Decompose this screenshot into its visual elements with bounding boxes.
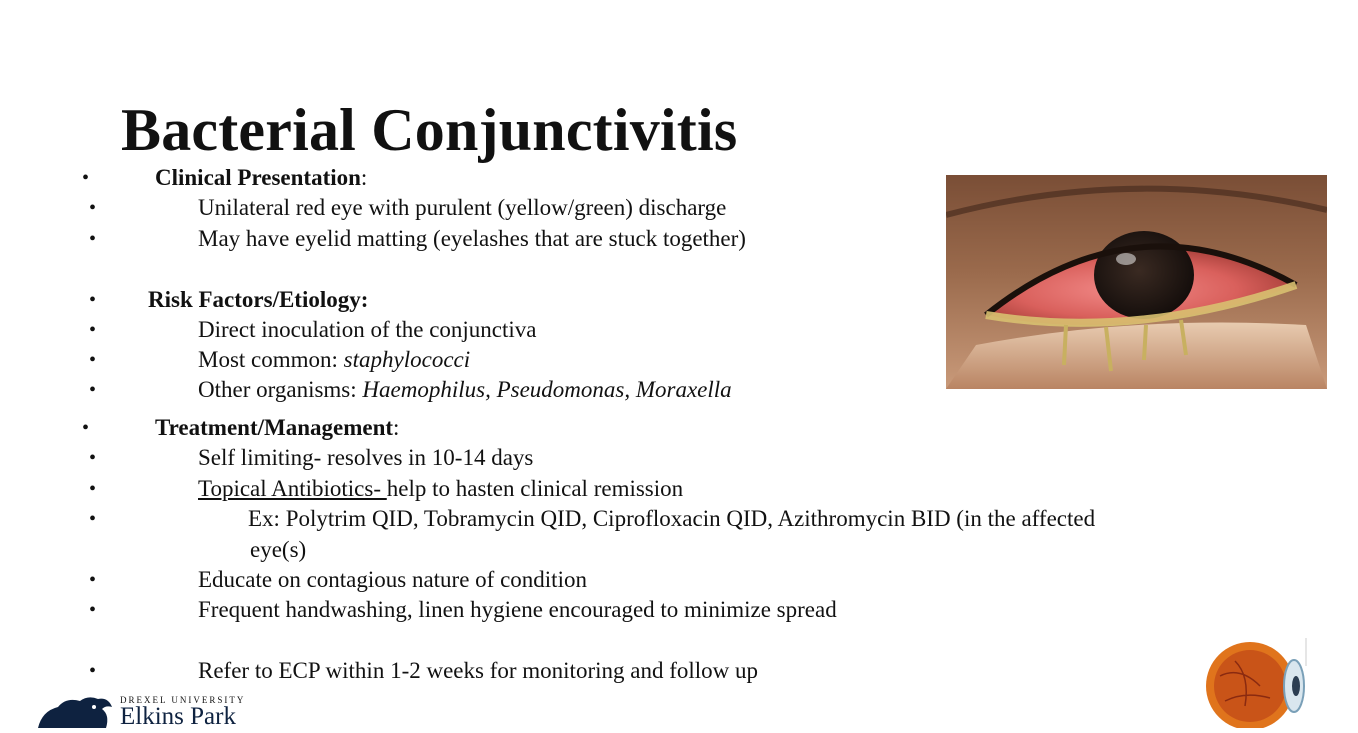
treatment-item: Self limiting- resolves in 10-14 days — [198, 445, 534, 470]
treatment-item: Educate on contagious nature of condition — [198, 567, 587, 592]
drexel-logo — [36, 693, 276, 728]
clinical-heading-colon: : — [360, 165, 368, 190]
risk-heading: Risk Factors/Etiology: — [148, 287, 369, 312]
risk-item-prefix: Most common: — [198, 347, 344, 372]
treatment-heading-colon: : — [393, 415, 400, 440]
organism-name: staphylococci — [343, 347, 471, 372]
bullet-icon: • — [89, 228, 97, 250]
antibiotic-examples-continued: eye(s) — [250, 537, 307, 562]
treatment-item — [198, 475, 683, 503]
risk-item — [198, 376, 732, 404]
logo-university: DREXEL UNIVERSITY — [120, 695, 246, 705]
bullet-icon: • — [89, 447, 97, 469]
bullet-icon: • — [89, 569, 97, 591]
eyeball-anatomy-icon — [1200, 636, 1310, 728]
topical-antibiotics-link[interactable]: Topical Antibiotics- — [198, 476, 387, 501]
bullet-icon: • — [89, 660, 97, 682]
bullet-icon: • — [89, 349, 97, 371]
clinical-item: Unilateral red eye with purulent (yellow/green) discharge — [198, 195, 727, 220]
treatment-item: Refer to ECP within 1-2 weeks for monitoring and follow up — [198, 658, 759, 683]
bullet-icon: • — [82, 167, 90, 189]
infected-eye-photo-icon — [946, 175, 1327, 389]
bullet-icon: • — [89, 478, 97, 500]
logo-campus: Elkins Park — [120, 703, 236, 730]
treatment-heading-text: Treatment/Management — [155, 415, 394, 440]
treatment-item: Frequent handwashing, linen hygiene encouraged to minimize spread — [198, 597, 837, 622]
clinical-heading — [155, 164, 367, 192]
risk-item — [198, 346, 470, 374]
slide-title: Bacterial Conjunctivitis — [121, 97, 738, 163]
risk-item-prefix: Other organisms: — [198, 377, 363, 402]
bullet-icon: • — [89, 508, 97, 530]
bullet-icon: • — [89, 379, 97, 401]
antibiotic-examples: Ex: Polytrim QID, Tobramycin QID, Ciprofloxacin QID, Azithromycin BID (in the affected — [248, 506, 1096, 531]
dragon-logo-icon — [36, 693, 114, 728]
treatment-heading — [155, 414, 399, 442]
clinical-heading-text: Clinical Presentation — [155, 165, 361, 190]
bullet-icon: • — [82, 417, 90, 439]
treatment-item-text: help to hasten clinical remission — [386, 476, 684, 501]
bullet-icon: • — [89, 599, 97, 621]
bullet-icon: • — [89, 289, 97, 311]
clinical-item: May have eyelid matting (eyelashes that are stuck together) — [198, 226, 746, 251]
organism-list: Haemophilus, Pseudomonas, Moraxella — [362, 377, 732, 402]
bullet-icon: • — [89, 319, 97, 341]
bullet-icon: • — [89, 197, 97, 219]
risk-item: Direct inoculation of the conjunctiva — [198, 317, 537, 342]
